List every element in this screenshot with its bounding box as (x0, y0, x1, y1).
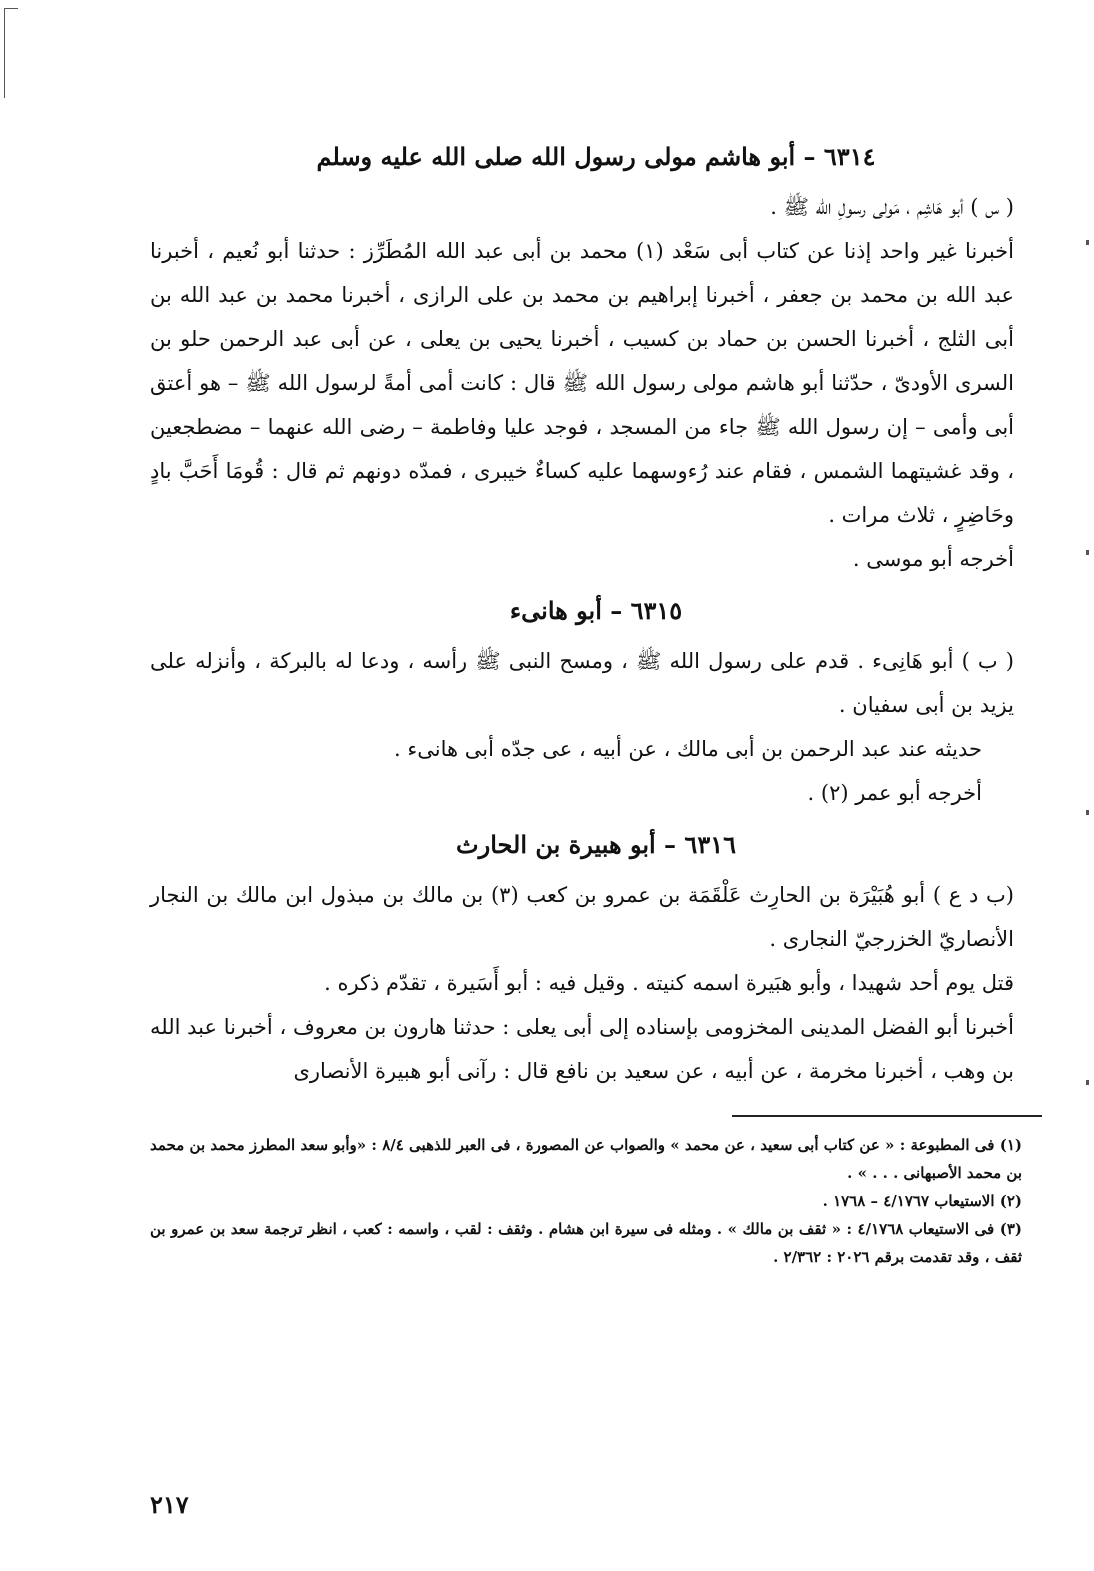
entry-isnad: أخبرنا غير واحد إذنا عن كتاب أبى سَعْد (١) محمد بن أبى عبد الله المُطَرِّز : حدثنا أبو نُعيم ، أخبرنا عبد الله بن محمد بن جعفر ، أخبرنا إبراهيم بن محمد بن على الرازى ، أخبرنا محمد بن عبد الله بن أبى الثلج ، أخبرنا الحسن بن حماد بن كسيب ، أخبرنا يحيى بن يعلى ، عن أبى عبد الرحمن حلو بن السرى الأودىّ ، حدّثنا أبو هاشم مولى رسول الله ﷺ قال : كانت أمى أمةً لرسول الله ﷺ – هو أعتق أبى وأمى – إن رسول الله ﷺ جاء من المسجد ، فوجد عليا وفاطمة – رضى الله عنهما – مضطجعين ، وقد غشيتهما الشمس ، فقام عند رُءوسهما عليه كساءٌ خيبرى ، فمدّه دونهم ثم قال : قُومَا أَحَبَّ بادٍ وحَاضِرٍ ، ثلاث مرات . (150, 239, 1015, 527)
entry-hadith: حديثه عند عبد الرحمن بن أبى مالك ، عن أبيه ، عى جدّه أبى هانىء . (394, 737, 982, 761)
entry-takhrij: أخرجه أبو موسى . (852, 547, 1014, 571)
entry-heading: ٦٣١٤ – أبو هاشم مولى رسول الله صلى الله عليه وسلم (316, 142, 876, 171)
entry-6316 (150, 823, 1042, 1093)
entry-intro: ( ب ) أبو هَانِىء . قدم على رسول الله ﷺ ، ومسح النبى ﷺ رأسه ، ودعا له بالبركة ، وأنزله على يزيد بن أبى سفيان . (150, 649, 1014, 717)
entry-6315 (150, 589, 1042, 815)
entry-takhrij: أخرجه أبو عمر (٢) . (807, 781, 982, 805)
page-body (150, 135, 1042, 1271)
scan-edge-mark (1086, 1080, 1089, 1085)
footnote-2: (٢) الاستيعاب ٤/١٧٦٧ – ١٧٦٨ . (822, 1192, 1022, 1210)
entry-isnad: أخبرنا أبو الفضل المدينى المخزومى بإسناده إلى أبى يعلى : حدثنا هارون بن معروف ، أخبرنا عبد الله بن وهب ، أخبرنا مخرمة ، عن أبيه ، عن سعيد بن نافع قال : رآنى أبو هبيرة الأنصارى (150, 1015, 1014, 1083)
footnote-3: (٣) فى الاستيعاب ٤/١٧٦٨ : « ثقف بن مالك » . ومثله فى سيرة ابن هشام . وثقف : لقب ، واسمه : كعب ، انظر ترجمة سعد بن عمرو بن ثقف ، وقد تقدمت برقم ٢٠٢٦ : ٢/٣٦٢ . (150, 1220, 1022, 1266)
scan-edge-mark (1086, 550, 1089, 555)
scan-edge-mark (1086, 240, 1089, 245)
scan-edge-mark (4, 8, 5, 98)
entry-intro: ( س ) أبو هَاشِم ، مَولى رسولِ الله ﷺ . (770, 195, 1014, 219)
entry-intro: (ب د ع ) أبو هُبَيْرَة بن الحارِث عَلْقَمَة بن عمرو بن كعب (٣) بن مالك بن مبذول ابن مالك بن النجار الأنصاريّ الخزرجيّ النجارى . (150, 883, 1014, 951)
footnote-divider (732, 1115, 1042, 1117)
scan-edge-mark (4, 8, 18, 9)
entry-6314 (150, 135, 1042, 581)
page-number: ٢١٧ (150, 1490, 189, 1519)
scan-edge-mark (1086, 810, 1089, 815)
entry-note: قتل يوم أحد شهيدا ، وأبو هبَيرة اسمه كنيته . وقيل فيه : أبو أَسَيرة ، تقدّم ذكره . (324, 971, 1014, 995)
entry-heading: ٦٣١٦ – أبو هبيرة بن الحارث (456, 830, 736, 859)
footnotes (150, 1131, 1042, 1271)
entry-heading: ٦٣١٥ – أبو هانىء (509, 596, 683, 625)
footnote-1: (١) فى المطبوعة : « عن كتاب أبى سعيد ، عن محمد » والصواب عن المصورة ، فى العبر للذهبى ٨/٤ : «وأبو سعد المطرز محمد بن محمد بن محمد الأصبهانى . . . » . (150, 1136, 1022, 1182)
